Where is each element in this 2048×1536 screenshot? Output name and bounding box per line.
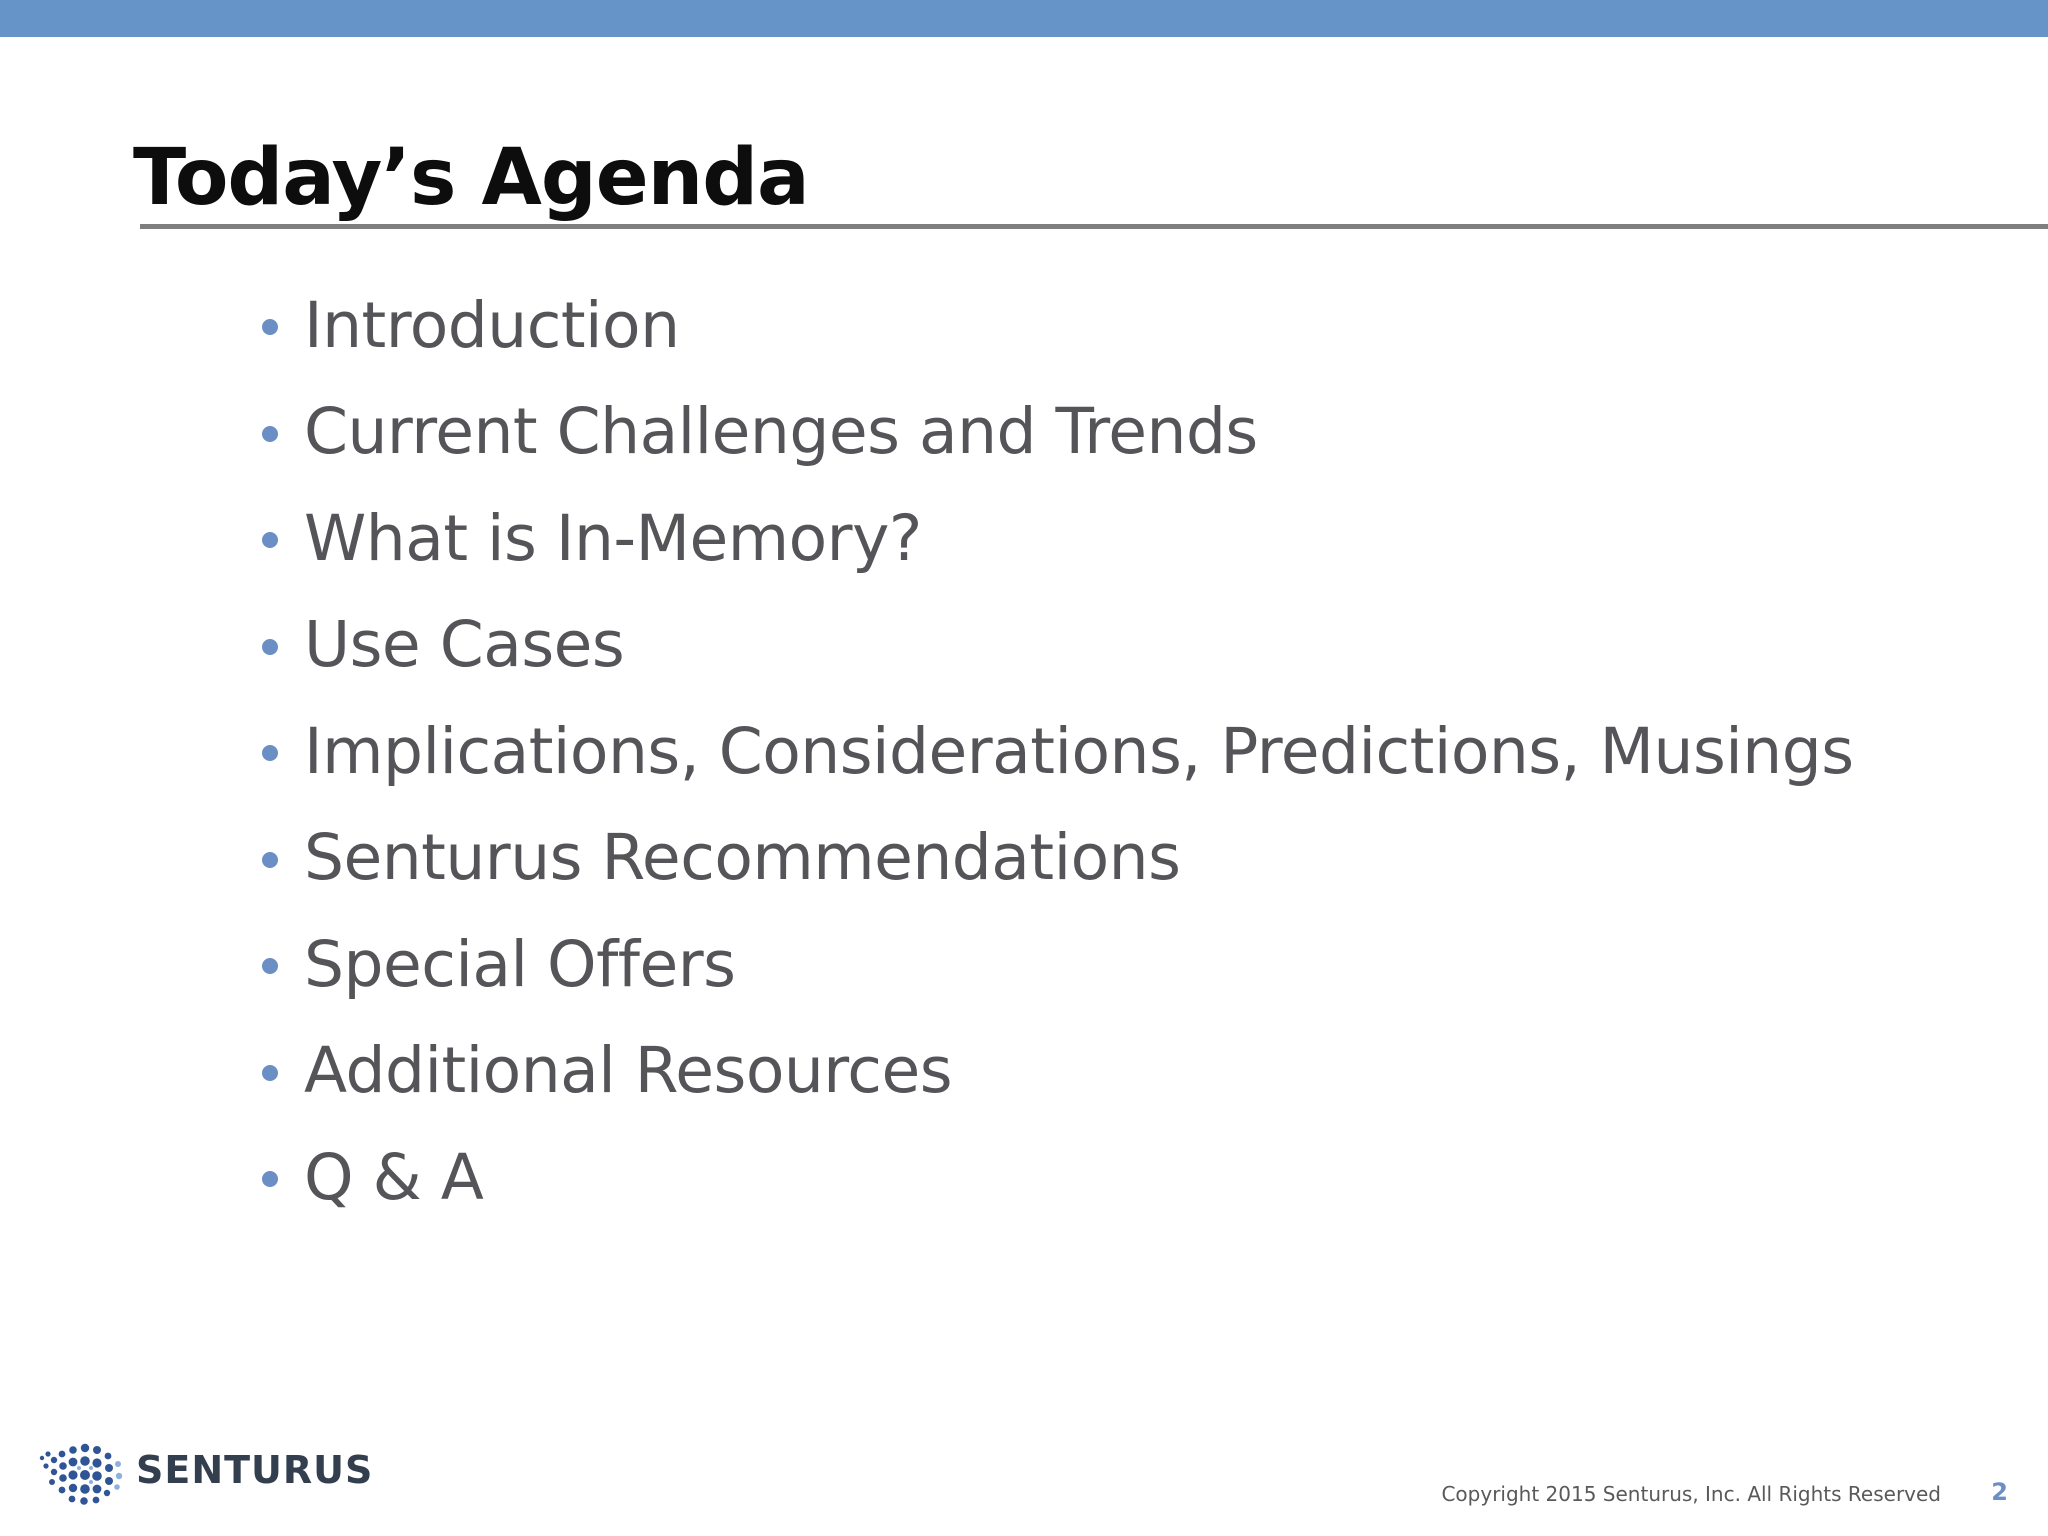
agenda-item-label: Additional Resources bbox=[304, 1034, 953, 1108]
agenda-item bbox=[262, 1124, 1854, 1231]
agenda-item bbox=[262, 272, 1854, 379]
agenda-list bbox=[262, 272, 1854, 1231]
top-accent-bar bbox=[0, 0, 2048, 37]
agenda-item bbox=[262, 805, 1854, 912]
agenda-item-label: Implications, Considerations, Predictions, Musings bbox=[304, 714, 1854, 788]
bullet-dot-icon bbox=[262, 1171, 278, 1187]
agenda-item-label: Senturus Recommendations bbox=[304, 821, 1181, 895]
bullet-dot-icon bbox=[262, 532, 278, 548]
bullet-dot-icon bbox=[262, 1065, 278, 1081]
globe-dots-icon bbox=[34, 1432, 134, 1512]
agenda-item bbox=[262, 1018, 1854, 1125]
agenda-item bbox=[262, 698, 1854, 805]
agenda-item-label: Q & A bbox=[304, 1140, 484, 1214]
bullet-dot-icon bbox=[262, 958, 278, 974]
copyright-text: Copyright 2015 Senturus, Inc. All Rights Reserved bbox=[1441, 1482, 1941, 1506]
bullet-dot-icon bbox=[262, 319, 278, 335]
agenda-item bbox=[262, 379, 1854, 486]
senturus-logo bbox=[34, 1432, 373, 1512]
agenda-item-label: Introduction bbox=[304, 288, 680, 362]
bullet-dot-icon bbox=[262, 426, 278, 442]
bullet-dot-icon bbox=[262, 745, 278, 761]
agenda-item-label: Use Cases bbox=[304, 608, 625, 682]
agenda-item bbox=[262, 485, 1854, 592]
agenda-item bbox=[262, 592, 1854, 699]
bullet-dot-icon bbox=[262, 639, 278, 655]
page-number: 2 bbox=[1991, 1478, 2008, 1506]
agenda-item bbox=[262, 911, 1854, 1018]
agenda-item-label: What is In-Memory? bbox=[304, 501, 922, 575]
slide-title: Today’s Agenda bbox=[133, 133, 809, 223]
agenda-item-label: Special Offers bbox=[304, 927, 736, 1001]
agenda-item-label: Current Challenges and Trends bbox=[304, 395, 1258, 469]
logo-wordmark: SENTURUS bbox=[136, 1448, 374, 1492]
title-underline-divider bbox=[140, 224, 2048, 229]
bullet-dot-icon bbox=[262, 852, 278, 868]
